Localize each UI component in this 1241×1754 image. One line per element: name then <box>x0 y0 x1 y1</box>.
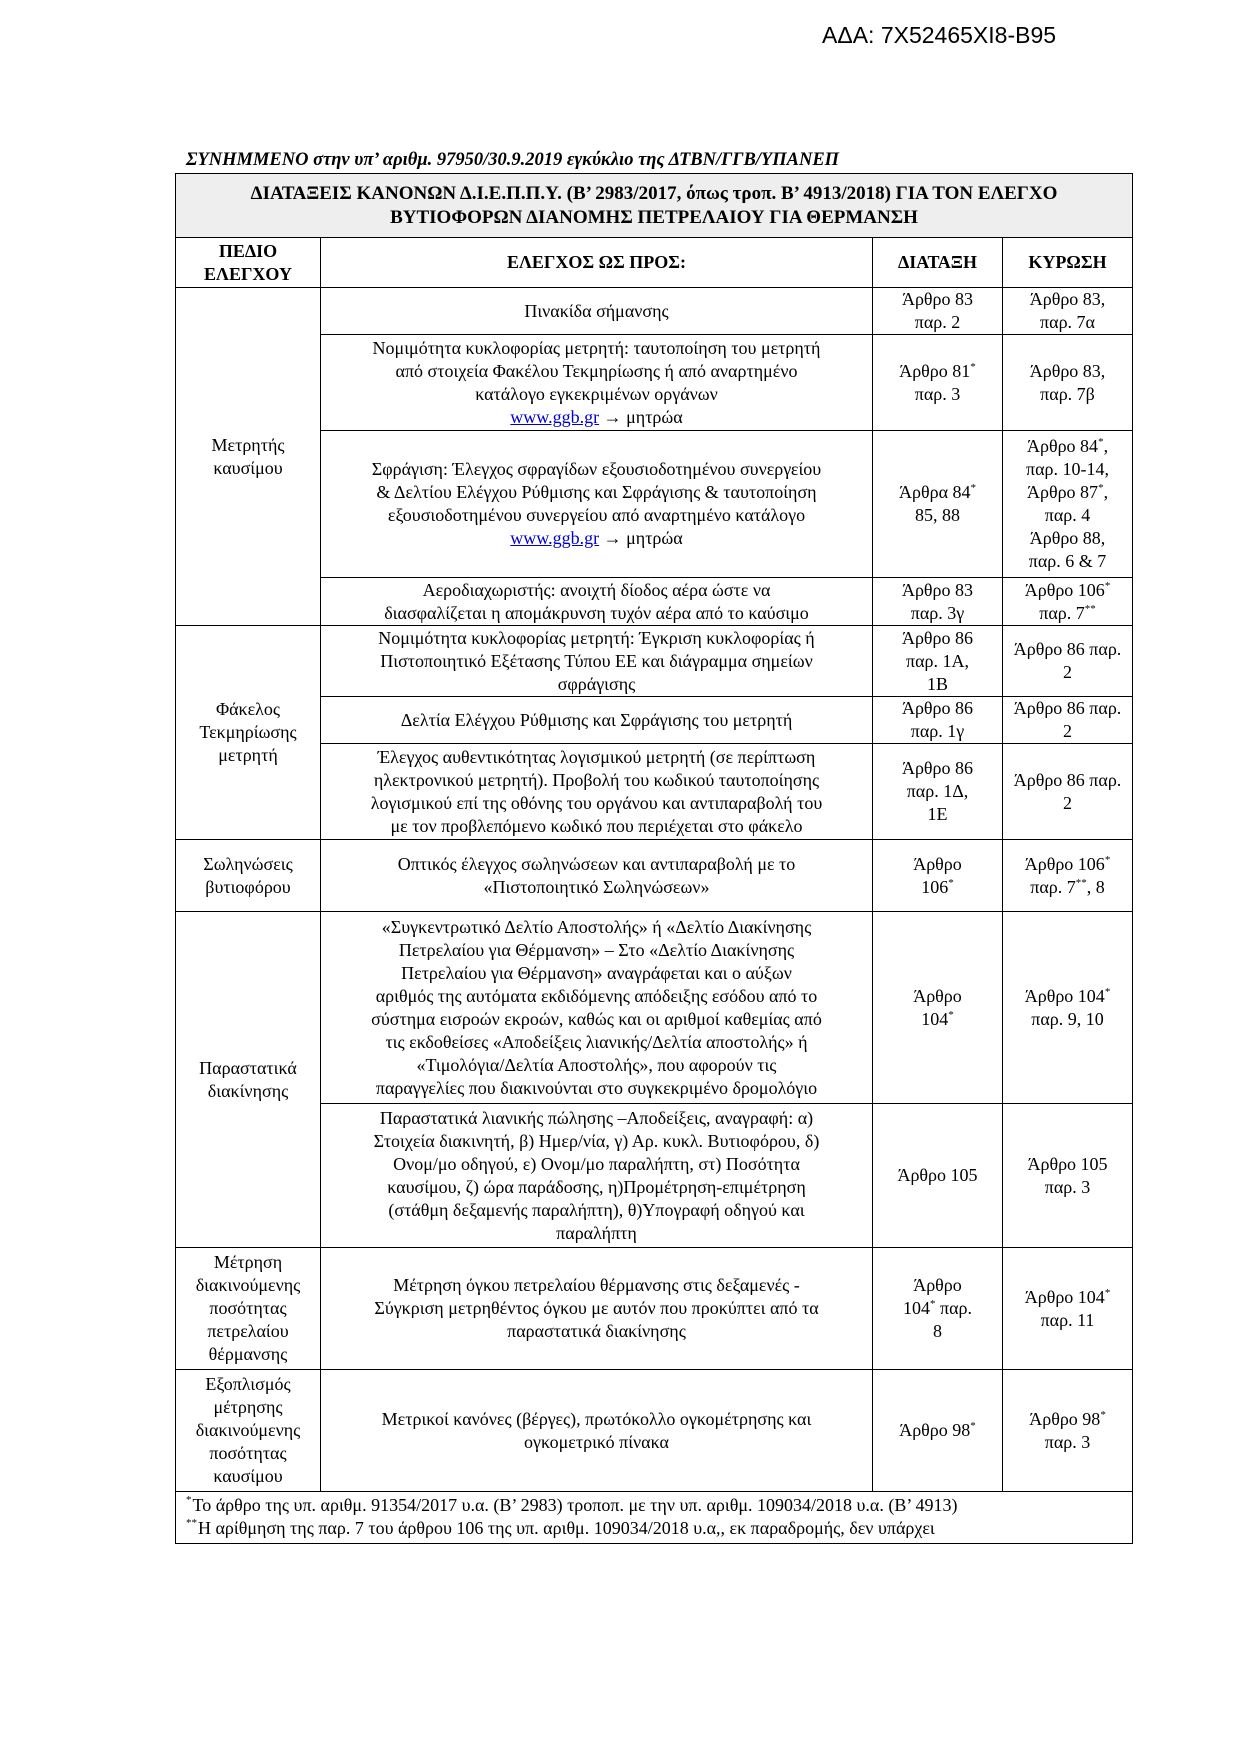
provisions-table <box>175 173 1133 1544</box>
ggb-link[interactable]: www.ggb.gr <box>510 406 600 427</box>
sanction-cell: Άρθρο 83, παρ. 7α <box>1003 288 1133 335</box>
table-row <box>176 1370 1133 1492</box>
check-cell: Μετρικοί κανόνες (βέργες), πρωτόκολλο ογκομέτρησης και ογκομετρικό πίνακα <box>321 1370 873 1492</box>
table-title: ΔΙΑΤΑΞΕΙΣ ΚΑΝΟΝΩΝ Δ.Ι.Ε.Π.Π.Υ. (Β’ 2983/2017, όπως τροπ. Β’ 4913/2018) ΓΙΑ ΤΟΝ ΕΛΕΓΧΟ ΒΥΤΙΟΦΟΡΩΝ ΔΙΑΝΟΜΗΣ ΠΕΤΡΕΛΑΙΟΥ ΓΙΑ ΘΕΡΜΑΝΣΗ <box>176 174 1133 238</box>
sanction-cell: Άρθρο 86 παρ. 2 <box>1003 697 1133 744</box>
check-cell: Μέτρηση όγκου πετρελαίου θέρμανσης στις δεξαμενές - Σύγκριση μετρηθέντος όγκου με αυτόν που προκύπτει από τα παραστατικά διακίνησης <box>321 1248 873 1370</box>
sanction-cell: Άρθρο 83, παρ. 7β <box>1003 335 1133 431</box>
table-row <box>176 912 1133 1104</box>
provision-cell: Άρθρο 104* <box>873 912 1003 1104</box>
provision-cell: Άρθρα 84* 85, 88 <box>873 431 1003 578</box>
table-row <box>176 288 1133 335</box>
check-cell: Αεροδιαχωριστής: ανοιχτή δίοδος αέρα ώστε να διασφαλίζεται η απομάκρυνση τυχόν αέρα από το καύσιμο <box>321 578 873 626</box>
ada-code: ΑΔΑ: 7Χ52465ΧΙ8-Β95 <box>822 22 1057 48</box>
ggb-link[interactable]: www.ggb.gr <box>510 528 600 548</box>
check-cell: Νομιμότητα κυκλοφορίας μετρητή: ταυτοποίηση του μετρητή από στοιχεία Φακέλου Τεκμηρίωσης ή από αναρτημένο κατάλογο εγκεκριμένων οργάνων www.ggb.gr → μητρώα <box>321 335 873 431</box>
header-provision: ΔΙΑΤΑΞΗ <box>873 238 1003 288</box>
sanction-cell: Άρθρο 84*, παρ. 10-14, Άρθρο 87*, παρ. 4 Άρθρο 88, παρ. 6 & 7 <box>1003 431 1133 578</box>
attachment-line: ΣΥΝΗΜΜΕΝΟ στην υπ’ αριθμ. 97950/30.9.2019 εγκύκλιο της ΔΤΒΝ/ΓΓΒ/ΥΠΑΝΕΠ <box>186 150 840 170</box>
provision-cell: Άρθρο 81* παρ. 3 <box>873 335 1003 431</box>
header-field: ΠΕΔΙΟ ΕΛΕΓΧΟΥ <box>176 238 321 288</box>
footnote-2: **Η αρίθμηση της παρ. 7 του άρθρου 106 της υπ. αριθμ. 109034/2018 υ.α,, εκ παραδρομής, δεν υπάρχει <box>186 1517 935 1538</box>
sanction-cell: Άρθρο 98* παρ. 3 <box>1003 1370 1133 1492</box>
provision-cell: Άρθρο 106* <box>873 840 1003 912</box>
group-cell-equipment: Εξοπλισμός μέτρησης διακινούμενης ποσότητας καυσίμου <box>176 1370 321 1492</box>
provision-cell: Άρθρο 86 παρ. 1Δ, 1Ε <box>873 744 1003 840</box>
provision-cell: Άρθρο 104* παρ. 8 <box>873 1248 1003 1370</box>
group-cell-measurement: Μέτρηση διακινούμενης ποσότητας πετρελαίου θέρμανσης <box>176 1248 321 1370</box>
check-cell: Πινακίδα σήμανσης <box>321 288 873 335</box>
check-cell: Παραστατικά λιανικής πώλησης –Αποδείξεις, αναγραφή: α) Στοιχεία διακινητή, β) Ημερ/νία, γ) Αρ. κυκλ. Βυτιοφόρου, δ) Ονομ/μο οδηγού, ε) Ονομ/μο παραλήπτη, στ) Ποσότητα καυσίμου, ζ) ώρα παράδοσης, η)Προμέτρηση-επιμέτρηση (στάθμη δεξαμενής παραλήπτη), θ)Υπογραφή οδηγού και παραλήπτη <box>321 1104 873 1248</box>
check-cell: Σφράγιση: Έλεγχος σφραγίδων εξουσιοδοτημένου συνεργείου & Δελτίου Ελέγχου Ρύθμισης και Σφράγισης & ταυτοποίηση εξουσιοδοτημένου συνεργείου από αναρτημένο κατάλογο www.ggb.gr → μητρώα <box>321 431 873 578</box>
check-cell: Δελτία Ελέγχου Ρύθμισης και Σφράγισης του μετρητή <box>321 697 873 744</box>
group-cell-dossier: Φάκελος Τεκμηρίωσης μετρητή <box>176 626 321 840</box>
footnotes <box>176 1492 1133 1544</box>
sanction-cell: Άρθρο 86 παρ. 2 <box>1003 744 1133 840</box>
provision-cell: Άρθρο 83 παρ. 2 <box>873 288 1003 335</box>
header-sanction: ΚΥΡΩΣΗ <box>1003 238 1133 288</box>
check-cell: Οπτικός έλεγχος σωληνώσεων και αντιπαραβολή με το «Πιστοποιητικό Σωληνώσεων» <box>321 840 873 912</box>
footnote-1: *Το άρθρο της υπ. αριθμ. 91354/2017 υ.α. (Β’ 2983) τροποπ. με την υπ. αριθμ. 109034/2018 υ.α. (Β’ 4913) <box>186 1494 958 1515</box>
provision-cell: Άρθρο 98* <box>873 1370 1003 1492</box>
check-cell: Έλεγχος αυθεντικότητας λογισμικού μετρητή (σε περίπτωση ηλεκτρονικού μετρητή). Προβολή του κωδικού ταυτοποίησης λογισμικού επί της οθόνης του οργάνου και αντιπαραβολή του με τον προβλεπόμενο κωδικό που περιέχεται στο φάκελο <box>321 744 873 840</box>
sanction-cell: Άρθρο 104* παρ. 11 <box>1003 1248 1133 1370</box>
sanction-cell: Άρθρο 106* παρ. 7** <box>1003 578 1133 626</box>
provision-cell: Άρθρο 86 παρ. 1γ <box>873 697 1003 744</box>
header-check: ΕΛΕΓΧΟΣ ΩΣ ΠΡΟΣ: <box>321 238 873 288</box>
check-cell: Νομιμότητα κυκλοφορίας μετρητή: Έγκριση κυκλοφορίας ή Πιστοποιητικό Εξέτασης Τύπου ΕΕ και διάγραμμα σημείων σφράγισης <box>321 626 873 697</box>
sanction-cell: Άρθρο 104* παρ. 9, 10 <box>1003 912 1133 1104</box>
group-cell-documents: Παραστατικά διακίνησης <box>176 912 321 1248</box>
group-cell-piping: Σωληνώσεις βυτιοφόρου <box>176 840 321 912</box>
provision-cell: Άρθρο 83 παρ. 3γ <box>873 578 1003 626</box>
sanction-cell: Άρθρο 106* παρ. 7**, 8 <box>1003 840 1133 912</box>
sanction-cell: Άρθρο 105 παρ. 3 <box>1003 1104 1133 1248</box>
sanction-cell: Άρθρο 86 παρ. 2 <box>1003 626 1133 697</box>
table-row <box>176 1248 1133 1370</box>
table-row <box>176 840 1133 912</box>
provision-cell: Άρθρο 105 <box>873 1104 1003 1248</box>
check-cell: «Συγκεντρωτικό Δελτίο Αποστολής» ή «Δελτίο Διακίνησης Πετρελαίου για Θέρμανση» – Στο «Δελτίο Διακίνησης Πετρελαίου για Θέρμανση» αναγράφεται και ο αύξων αριθμός της αυτόματα εκδιδόμενης απόδειξης εσόδου από το σύστημα εισροών εκροών, καθώς και οι αριθμοί καθεμίας από τις εκδοθείσες «Αποδείξεις λιανικής/Δελτία αποστολής» ή «Τιμολόγια/Δελτία Αποστολής», που αφορούν τις παραγγελίες που διακινούνται στο συγκεκριμένο δρομολόγιο <box>321 912 873 1104</box>
provision-cell: Άρθρο 86 παρ. 1Α, 1Β <box>873 626 1003 697</box>
table-row <box>176 626 1133 697</box>
group-cell-meter: Μετρητής καυσίμου <box>176 288 321 626</box>
